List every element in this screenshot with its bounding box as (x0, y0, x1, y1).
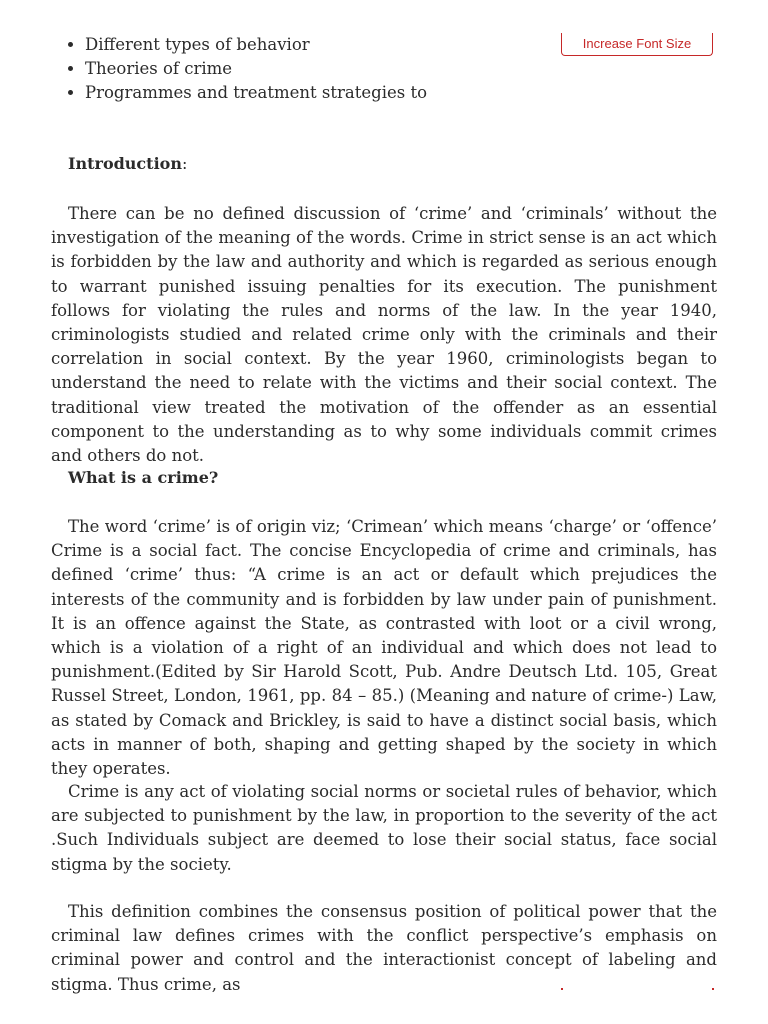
introduction-paragraph: There can be no defined discussion of ‘crime’ and ‘criminals’ without the investigation of the meaning of the words. Crime in strict sense is an act which is forbidden by the law and authority and which is regarded as serious enough to warrant punished issuing penalties for its execution. The punishment follows for violating the rules and norms of the law. In the year 1940, criminologists studied and related crime only with the criminals and their correlation in social context. By the year 1960, criminologists began to understand the need to relate with the victims and their social context. The traditional view treated the motivation of the offender as an essential component to the understanding as to why some individuals commit crimes and others do not. (51, 204, 717, 466)
crime-definition-paragraph: The word ‘crime’ is of origin viz; ‘Crimean’ which means ‘charge’ or ‘offence’ Crime is a social fact. The concise Encyclopedia of crime and criminals, has defined ‘crime’ thus: “A crime is an act or default which prejudices the interests of the community and is forbidden by law under pain of punishment. It is an offence against the State, as contrasted with loot or a civil wrong, which is a violation of a right of an individual and which does not lead to punishment.(Edited by Sir Harold Scott, Pub. Andre Deutsch Ltd. 105, Great Russel Street, London, 1961, pp. 84 – 85.) (Meaning and nature of crime-) Law, as stated by Comack and Brickley, is said to have a distinct social basis, which acts in manner of both, shaping and getting shaped by the society in which they operates. (51, 517, 717, 779)
introduction-heading (68, 154, 187, 173)
decorative-dot (561, 988, 563, 990)
list-item: • Different types of behavior (85, 33, 427, 57)
introduction-heading-text: Introduction (68, 154, 182, 173)
crime-norms-paragraph: Crime is any act of violating social norms or societal rules of behavior, which are subjected to punishment by the law, in proportion to the severity of the act .Such Individuals subject are deemed to lose their social status, face social stigma by the society. (51, 782, 717, 874)
introduction-heading-colon: : (181, 154, 188, 173)
decorative-dot (712, 988, 714, 990)
increase-font-size-button[interactable]: Increase Font Size (561, 33, 713, 56)
list-item: • Programmes and treatment strategies to (85, 81, 427, 105)
definition-combination-paragraph: This definition combines the consensus position of political power that the criminal law defines crimes with the conflict perspective’s emphasis on criminal power and control and the interactionist concept of labeling and stigma. Thus crime, as (51, 902, 717, 994)
list-item: • Theories of crime (85, 57, 427, 81)
what-is-crime-heading: What is a crime? (68, 468, 219, 487)
topic-list (67, 33, 427, 105)
